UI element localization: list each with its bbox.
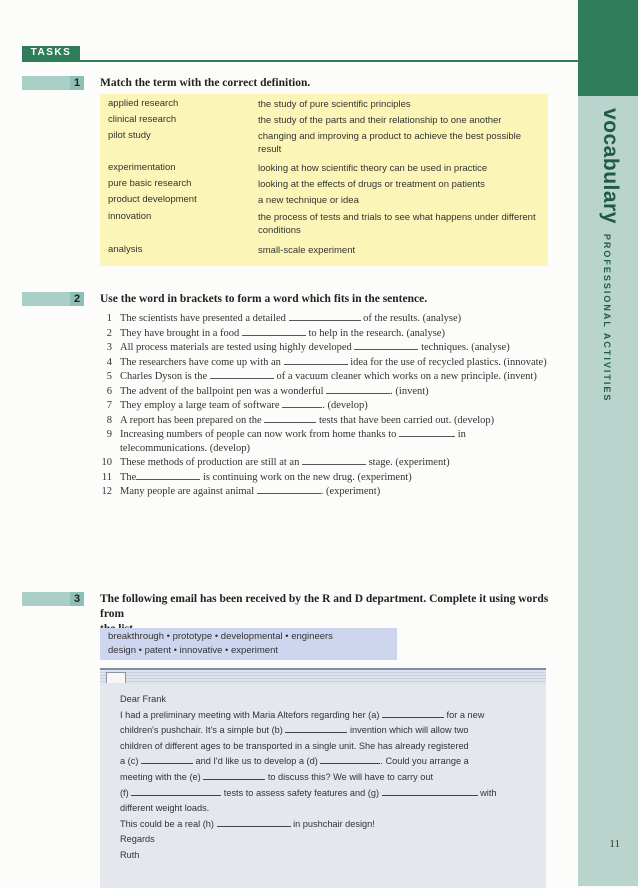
sentence-item: 12 Many people are against animal . (experiment) [101,486,381,497]
task-2-number: 2 [22,292,84,306]
term: pure basic research [108,178,192,189]
sentence-item: 11 The is continuing work on the new drug. (experiment) [101,471,412,483]
definition: a new technique or idea [258,195,359,206]
definition: the study of the parts and their relationship to one another [258,115,502,126]
task-2-instruction: Use the word in brackets to form a word which fits in the sentence. [100,293,428,305]
email-line: different weight loads. [120,803,210,814]
sentence-item: 1 The scientists have presented a detailed of the results. (analyse) [106,313,462,324]
email-title-bar [100,670,546,684]
sidebar-color-block [578,0,638,96]
sentence-item: 9 Increasing numbers of people can now work from home thanks to in telecommunications. (develop) [106,429,466,454]
sentence-item: 4 The researchers have come up with an idea for the use of recycled plastics. (innovate) [106,356,547,368]
email-signature: Ruth [120,849,140,860]
sentence-item: 6 The advent of the ballpoint pen was a wonderful . (invent) [106,385,429,397]
term: product development [108,194,197,205]
heading-rule [22,60,578,62]
task-1-instruction: Match the term with the correct definition. [100,77,311,89]
email-line: I had a preliminary meeting with Maria Altefors regarding her (a) for a new [120,709,485,720]
email-line: This could be a real (h) in pushchair design! [120,818,375,829]
task-3-number: 3 [22,592,84,606]
email-greeting: Dear Frank [120,694,166,704]
sentence-item: 7 They employ a large team of software . (develop) [106,400,368,411]
term: experimentation [108,162,176,173]
word-list-line: design • patent • innovative • experiment [108,645,278,656]
task-1-number: 1 [22,76,84,90]
sidebar-subtitle: PROFESSIONAL ACTIVITIES [602,233,612,403]
tasks-heading: TASKS [22,46,80,60]
definition: changing and improving a product to achieve the best possible result [258,131,522,155]
term: applied research [108,98,179,109]
email-line: meeting with the (e) to discuss this? We will have to carry out [120,771,434,782]
email-window [100,668,546,888]
word-list-line: breakthrough • prototype • developmental • engineers [108,631,333,642]
word-list-box [100,628,397,660]
email-closing: Regards [120,834,155,845]
definition: the process of tests and trials to see what happens under different conditions [258,212,536,236]
task-2-sentences [100,312,555,500]
term: pilot study [108,130,151,141]
sidebar-title [596,108,622,403]
sentence-item: 3 All process materials are tested using highly developed techniques. (analyse) [106,342,510,353]
definition: looking at the effects of drugs or treatment on patients [258,179,485,190]
task-3-instruction: The following email has been received by the R and D department. Complete it using words from [100,593,549,620]
sentence-item: 10 These methods of production are still at an stage. (experiment) [101,457,450,468]
term: clinical research [108,114,177,125]
section-sidebar [578,0,638,886]
term: analysis [108,244,143,255]
sidebar-main-title: vocabulary [599,108,622,224]
email-body [120,692,534,864]
sentence-item: 5 Charles Dyson is the of a vacuum cleaner which works on a new principle. (invent) [106,371,537,382]
sentence-item: 2 They have brought in a food to help in the research. (analyse) [106,327,445,339]
definition: looking at how scientific theory can be used in practice [258,163,488,174]
email-line: children of different ages to be transported in a single unit. She has already registered [120,740,469,751]
definition: small-scale experiment [258,245,356,256]
email-line: (f) tests to assess safety features and (g) with [120,787,497,798]
page-number: 11 [609,838,620,850]
matching-box [100,94,548,266]
email-line: a (c) and I'd like us to develop a (d) . Could you arrange a [120,756,469,767]
sentence-item: 8 A report has been prepared on the tests that have been carried out. (develop) [106,414,495,426]
email-tab-icon [106,672,126,683]
term: innovation [108,211,152,222]
definition: the study of pure scientific principles [258,99,411,110]
email-line: children's pushchair. It's a simple but (b) invention which will allow two [120,725,469,736]
